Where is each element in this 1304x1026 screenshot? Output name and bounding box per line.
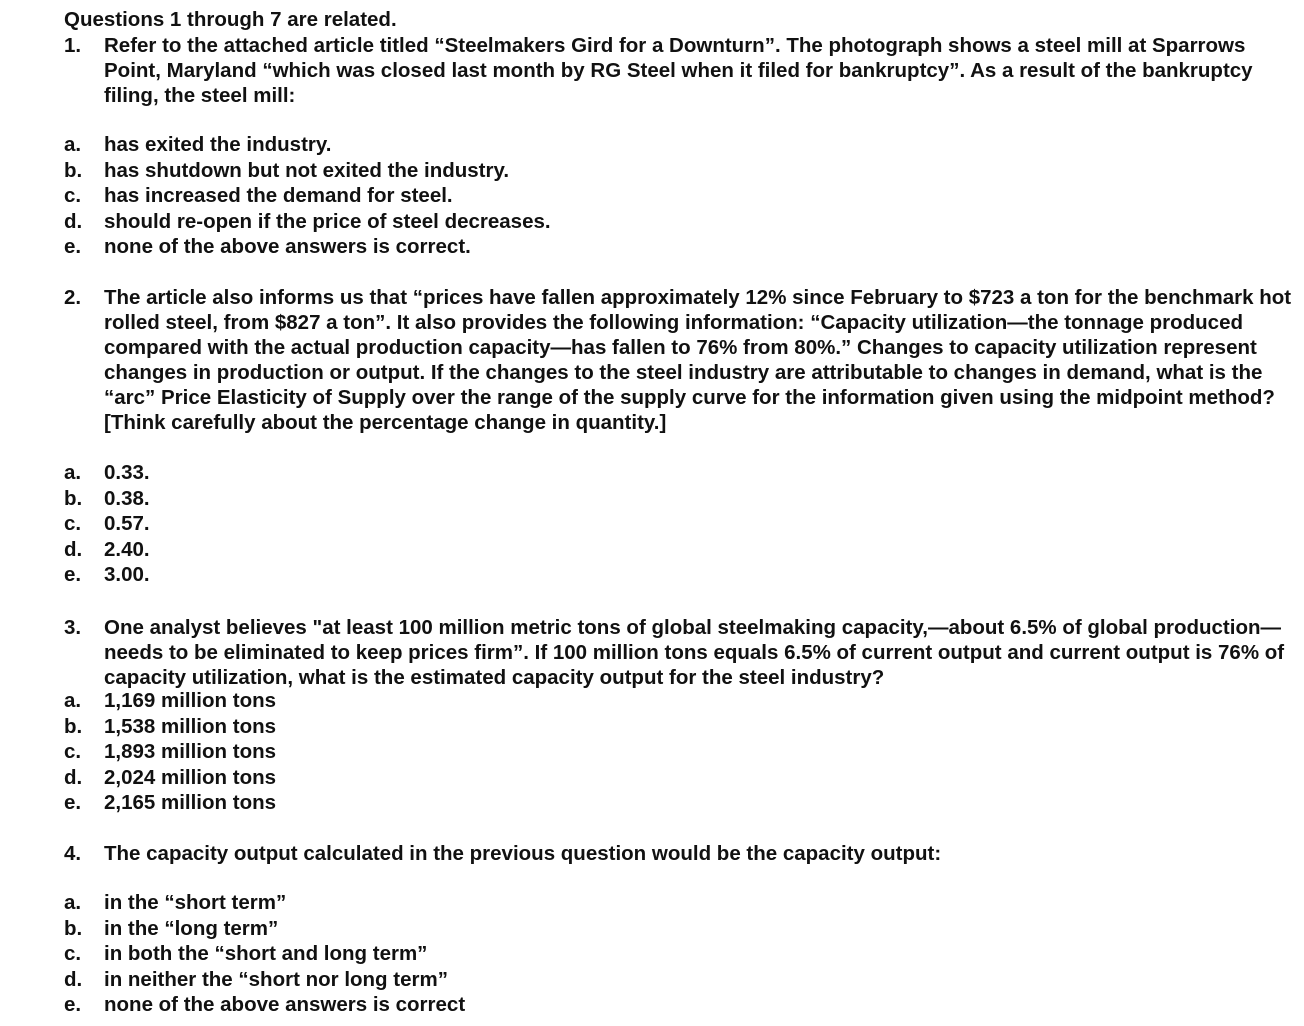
option-text: 0.38. (104, 486, 150, 510)
option-e (64, 234, 1294, 260)
question-1 (64, 33, 1294, 108)
option-letter: b. (64, 486, 83, 510)
option-text: 1,538 million tons (104, 714, 277, 738)
option-letter: d. (64, 765, 83, 789)
question-3-options (64, 688, 1294, 816)
option-letter: b. (64, 916, 83, 940)
question-1-options (64, 132, 1294, 260)
option-letter: e. (64, 993, 82, 1016)
question-4-options (64, 890, 1294, 1018)
option-c (64, 511, 1294, 537)
option-e (64, 790, 1294, 816)
option-a (64, 132, 1294, 158)
option-letter: c. (64, 512, 82, 535)
option-letter: a. (64, 891, 82, 914)
option-e (64, 562, 1294, 588)
option-d (64, 765, 1294, 791)
option-text: in both the “short and long term” (104, 942, 428, 965)
option-text: has increased the demand for steel. (104, 184, 453, 207)
question-2 (64, 285, 1294, 435)
option-a (64, 890, 1294, 916)
option-b (64, 158, 1294, 184)
question-4 (64, 841, 1294, 866)
option-text: 1,169 million tons (104, 689, 277, 712)
option-letter: e. (64, 235, 82, 258)
option-letter: d. (64, 209, 83, 233)
option-text: has exited the industry. (104, 133, 332, 156)
option-letter: b. (64, 714, 83, 738)
option-a (64, 460, 1294, 486)
option-text: 2.40. (104, 537, 150, 561)
option-d (64, 209, 1294, 235)
option-text: 1,893 million tons (104, 740, 277, 763)
option-e (64, 992, 1294, 1018)
question-number: 4. (64, 842, 82, 865)
option-text: none of the above answers is correct (104, 993, 466, 1016)
option-letter: d. (64, 537, 83, 561)
option-text: none of the above answers is correct. (104, 235, 471, 258)
option-c (64, 183, 1294, 209)
option-letter: d. (64, 967, 83, 991)
option-text: 0.57. (104, 512, 150, 535)
option-text: should re-open if the price of steel decreases. (104, 209, 551, 233)
option-b (64, 916, 1294, 942)
intro-heading: Questions 1 through 7 are related. (64, 8, 397, 31)
option-c (64, 941, 1294, 967)
option-text: in the “short term” (104, 891, 287, 914)
option-text: 3.00. (104, 563, 150, 586)
option-text: has shutdown but not exited the industry. (104, 158, 510, 182)
option-letter: c. (64, 740, 82, 763)
question-2-options (64, 460, 1294, 588)
option-d (64, 537, 1294, 563)
option-text: 2,165 million tons (104, 791, 277, 814)
option-text: in the “long term” (104, 916, 279, 940)
option-letter: a. (64, 133, 82, 156)
option-c (64, 739, 1294, 765)
question-number: 2. (64, 286, 82, 309)
option-b (64, 486, 1294, 512)
option-text: 2,024 million tons (104, 765, 277, 789)
option-b (64, 714, 1294, 740)
option-letter: b. (64, 158, 83, 182)
option-letter: a. (64, 689, 82, 712)
option-a (64, 688, 1294, 714)
question-text: Refer to the attached article titled “Steelmakers Gird for a Downturn”. The photograph shows a steel mill at Sparrows Point, Maryland “which was closed last month by RG Steel when it filed for bankruptcy”. As a result of the bankruptcy filing, the steel mill: (104, 34, 1253, 107)
question-text: The article also informs us that “prices have fallen approximately 12% since February to $723 a ton for the benchmark hot rolled steel, from $827 a ton”. It also provides the following information: “Capacity utilization—the tonnage produced compared with the actual production capacity—has fallen to 76% from 80%.” Changes to capacity utilization represent changes in production or output. If the changes to the steel industry are attributable to changes in demand, what is the “arc” Price Elasticity of Supply over the range of the supply curve for the information given using the midpoint method? [Think carefully about the percentage change in quantity.] (104, 286, 1292, 434)
question-number: 3. (64, 616, 82, 639)
question-text: One analyst believes "at least 100 million metric tons of global steelmaking capacity,—about 6.5% of global production— needs to be eliminated to keep prices firm”. If 100 million tons equals 6.5% of current output and current output is 76% of capacity utilization, what is the estimated capacity output for the steel industry? (104, 616, 1285, 689)
option-letter: c. (64, 184, 82, 207)
question-text: The capacity output calculated in the previous question would be the capacity output: (104, 842, 942, 865)
option-letter: a. (64, 461, 82, 484)
option-letter: c. (64, 942, 82, 965)
option-d (64, 967, 1294, 993)
option-letter: e. (64, 563, 82, 586)
option-text: 0.33. (104, 461, 150, 484)
option-letter: e. (64, 791, 82, 814)
question-3 (64, 615, 1294, 690)
question-number: 1. (64, 34, 82, 57)
option-text: in neither the “short nor long term” (104, 967, 448, 991)
